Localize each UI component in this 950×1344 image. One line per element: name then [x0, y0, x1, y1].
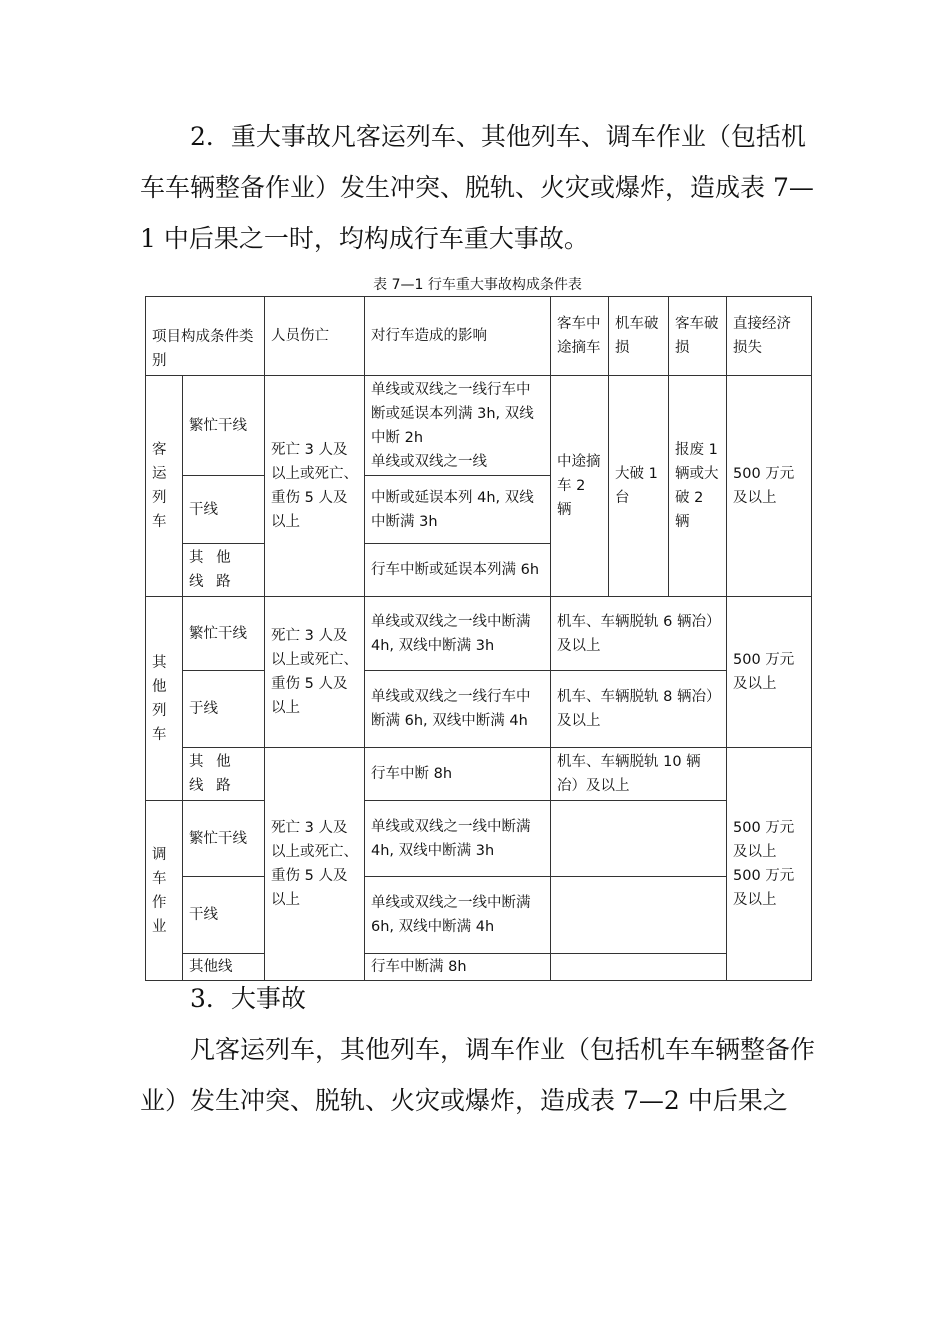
header-passenger-car-damage: 客车破损 [669, 297, 727, 376]
loss-shunting-2: 500 万元及以上 [733, 868, 795, 908]
line-busy-trunk-other: 繁忙干线 [183, 597, 265, 671]
casualties-shunting: 死亡 3 人及以上或死亡、重伤 5 人及以上 [265, 748, 365, 981]
header-casualties: 人员伤亡 [265, 297, 365, 376]
passenger-car-damage-value: 报废 1 辆或大破 2 辆 [669, 376, 727, 597]
casualties-other: 死亡 3 人及以上或死亡、重伤 5 人及以上 [265, 597, 365, 748]
impact-shunting-other: 行车中断满 8h [365, 954, 551, 981]
impact-passenger-other: 行车中断或延误本列满 6h [365, 544, 551, 597]
table-caption: 表 7—1 行车重大事故构成条件表 [373, 277, 582, 293]
impact-other-other: 行车中断 8h [365, 748, 551, 801]
impact-passenger-trunk-text-a: 单线或双线之一线 [371, 454, 487, 470]
line-trunk: 干线 [183, 476, 265, 544]
header-impact: 对行车造成的影响 [365, 297, 551, 376]
impact-shunting-busy: 单线或双线之一线中断满 4h, 双线中断满 3h [365, 801, 551, 877]
header-economic-loss: 直接经济损失 [727, 297, 812, 376]
line-other-other: 其 他 线 路 [183, 748, 265, 801]
loss-shunting-1: 500 万元及以上 [733, 820, 795, 860]
line-busy-trunk: 繁忙干线 [183, 376, 265, 476]
impact-shunting-trunk: 单线或双线之一线中断满 6h, 双线中断满 4h [365, 877, 551, 954]
group-passenger-train: 客运列车 [146, 376, 183, 597]
paragraph-serious-accident: 2．重大事故凡客运列车、其他列车、调车作业（包括机车车辆整备作业）发生冲突、脱轨、火灾或爆炸，造成表 7—1 中后果之一时，均构成行车重大事故。 [140, 122, 814, 253]
group-other-train: 其他列车 [146, 597, 183, 801]
line-busy-trunk-shunting: 繁忙干线 [183, 801, 265, 877]
casualties-passenger: 死亡 3 人及以上或死亡、重伤 5 人及以上 [265, 376, 365, 597]
header-passenger-car-detach: 客车中途摘车 [551, 297, 609, 376]
empty-shunting-busy [551, 801, 727, 877]
line-other-shunting: 其他线 [183, 954, 265, 981]
line-trunk-shunting: 干线 [183, 877, 265, 954]
line-other: 其 他 线 路 [183, 544, 265, 597]
impact-other-trunk: 单线或双线之一线行车中断满 6h, 双线中断满 4h [365, 671, 551, 748]
impact-passenger-trunk: 中断或延误本列 4h, 双线中断满 3h [365, 476, 551, 544]
derail-busy: 机车、车辆脱轨 6 辆冶）及以上 [551, 597, 727, 671]
loss-other: 500 万元及以上 [727, 597, 812, 748]
header-category: 项目构成条件类别 [146, 297, 265, 376]
impact-passenger-busy [365, 376, 551, 476]
passenger-detach-value: 中途摘车 2 辆 [551, 376, 609, 597]
impact-other-busy: 单线或双线之一线中断满 4h, 双线中断满 3h [365, 597, 551, 671]
loss-passenger: 500 万元及以上 [727, 376, 812, 597]
heading-major-accident: 3．大事故 [190, 984, 306, 1013]
locomotive-damage-value: 大破 1 台 [609, 376, 669, 597]
paragraph-major-accident: 凡客运列车，其他列车，调车作业（包括机车车辆整备作业）发生冲突、脱轨、火灾或爆炸，造成表 7—2 中后果之 [140, 1035, 816, 1115]
accident-conditions-table [145, 296, 812, 981]
impact-passenger-busy-text: 单线或双线之一线行车中断或延误本列满 3h, 双线中断 2h [371, 382, 534, 446]
group-shunting: 调车作业 [146, 801, 183, 981]
line-trunk-other: 于线 [183, 671, 265, 748]
empty-shunting-trunk [551, 877, 727, 954]
derail-other: 机车、车辆脱轨 10 辆冶）及以上 [551, 748, 727, 801]
header-locomotive-damage: 机车破损 [609, 297, 669, 376]
derail-trunk: 机车、车辆脱轨 8 辆冶）及以上 [551, 671, 727, 748]
loss-shunting [727, 748, 812, 981]
